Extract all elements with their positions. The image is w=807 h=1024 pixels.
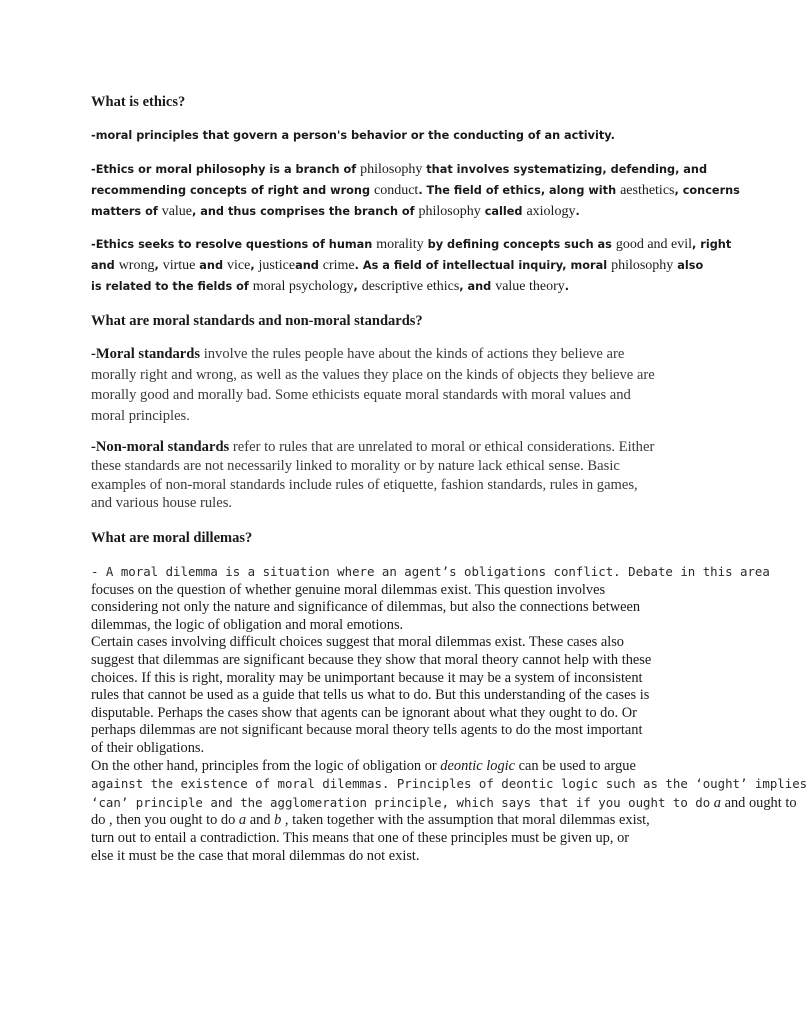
ethics-p2-line-2 [91, 180, 740, 201]
dilemmas-line-9: disputable. Perhaps the cases show that agents can be ignorant about what they ought to do. Or [91, 704, 637, 721]
ethics-p3-text: , [250, 259, 259, 272]
ethics-p2-text: recommending concepts of right and wrong [91, 184, 374, 197]
ethics-p2-text: called [480, 205, 527, 218]
ethics-p3-line-3 [91, 276, 691, 297]
ethics-p3-line-2 [91, 255, 704, 276]
ethics-p3-text: , right [692, 238, 732, 251]
ethics-paragraph-1 [91, 125, 691, 146]
ethics-p2-text: , and thus comprises the branch of [192, 205, 419, 218]
moral-standards-line-4: moral principles. [91, 407, 190, 424]
ethics-p3-link: justice [258, 258, 296, 273]
dilemmas-italic-term: b [274, 812, 282, 829]
non-moral-standards-paragraph [91, 438, 691, 513]
ethics-p3-link: value theory [495, 279, 565, 294]
moral-standards-paragraph [91, 344, 691, 426]
ethics-p3-link: descriptive ethics [361, 279, 460, 294]
moral-standards-line-1 [91, 344, 691, 365]
non-moral-standards-label: -Non-moral standards [91, 439, 230, 455]
dilemmas-line-15 [91, 812, 691, 830]
dilemmas-line-6: suggest that dilemmas are significant because they show that moral theory cannot help with these [91, 651, 652, 668]
dilemmas-line-11: of their obligations. [91, 739, 205, 756]
heading-moral-standards: What are moral standards and non-moral standards? [91, 313, 423, 329]
dilemmas-line-14 [91, 794, 797, 813]
dilemmas-text: On the other hand, principles from the logic of obligation or [91, 757, 441, 774]
dilemmas-text: , taken together with the assumption that moral dilemmas exist, [281, 812, 650, 829]
dilemmas-line-3: considering not only the nature and significance of dilemmas, but also the connections between [91, 599, 641, 616]
ethics-p2-link: conduct [374, 183, 419, 198]
ethics-p3-link: crime [322, 258, 355, 273]
ethics-p2-link: aesthetics [620, 183, 675, 198]
dilemmas-line-13 [91, 775, 807, 794]
ethics-p2-text: -Ethics or moral philosophy is a branch of [91, 163, 361, 176]
ethics-p3-link: virtue [162, 258, 196, 273]
dilemmas-text: and ought to [720, 794, 797, 811]
non-moral-standards-line-4: and various house rules. [91, 495, 233, 512]
dilemmas-italic-term: a [710, 794, 721, 811]
non-moral-standards-line-1 [91, 438, 691, 457]
ethics-p3-text: , [154, 259, 163, 272]
non-moral-standards-line-2: these standards are not necessarily linked to morality or by nature lack ethical sense. Basic [91, 457, 620, 474]
moral-dilemmas-paragraph [91, 563, 807, 865]
ethics-p2-line-1 [91, 159, 708, 180]
heading-moral-dilemmas: What are moral dillemas? [91, 530, 253, 546]
ethics-p3-link: vice [226, 258, 251, 273]
dilemmas-text: and [246, 812, 275, 829]
ethics-paragraph-2 [91, 159, 740, 222]
ethics-p2-link: philosophy [360, 162, 423, 177]
ethics-p3-text: -Ethics seeks to resolve questions of human [91, 238, 377, 251]
ethics-p3-text: , and [459, 280, 496, 293]
dilemmas-line-4: dilemmas, the logic of obligation and moral emotions. [91, 616, 404, 633]
dilemmas-line-16: turn out to entail a contradiction. This means that one of these principles must be given up, or [91, 829, 630, 846]
ethics-p3-text: . [564, 280, 570, 293]
ethics-p2-text: , concerns [674, 184, 740, 197]
ethics-p3-text: also [673, 259, 704, 272]
ethics-p3-link: morality [376, 237, 424, 252]
dilemmas-line-12 [91, 758, 691, 776]
ethics-p2-text: matters of [91, 205, 162, 218]
dilemmas-line-2: focuses on the question of whether genuine moral dilemmas exist. This question involves [91, 581, 606, 598]
ethics-p2-text: . [575, 205, 580, 218]
ethics-p3-text: and [195, 259, 227, 272]
ethics-p3-text: . As a field of intellectual inquiry, moral [354, 259, 612, 272]
ethics-p3-link: moral psychology [252, 279, 354, 294]
moral-standards-line-3: morally good and morally bad. Some ethicists equate moral standards with moral values and [91, 387, 631, 403]
ethics-p1-line: -moral principles that govern a person's behavior or the conducting of an activity. [91, 129, 615, 142]
ethics-p3-link: philosophy [611, 258, 674, 273]
dilemmas-line-5: Certain cases involving difficult choices suggest that moral dilemmas exist. These cases also [91, 634, 624, 651]
dilemmas-italic-term: a [238, 812, 247, 829]
dilemmas-line-10: perhaps dilemmas are not significant because moral theory tells agents to do the most important [91, 722, 643, 739]
dilemmas-text: do , then you ought to do [91, 812, 239, 829]
ethics-p2-link: value [161, 204, 193, 219]
dilemmas-text: Debate in this area [620, 564, 770, 579]
dilemmas-italic-term: deontic logic [440, 757, 516, 774]
moral-standards-label: -Moral standards [91, 346, 201, 362]
dilemmas-line-7: choices. If this is right, morality may be unimportant because it may be a system of inconsistent [91, 669, 643, 686]
dilemmas-text: - A moral dilemma is a situation where an agent’s obligations conflict. [91, 564, 621, 579]
ethics-p3-text: , [353, 280, 362, 293]
ethics-p3-line-1 [91, 234, 732, 255]
ethics-p3-text: and [91, 259, 119, 272]
ethics-p3-link: good and evil [615, 237, 693, 252]
ethics-p3-text: and [295, 259, 323, 272]
dilemmas-text: can be used to argue [515, 757, 636, 774]
ethics-p2-line-3 [91, 201, 691, 222]
dilemmas-line-1 [91, 563, 770, 582]
ethics-p2-link: philosophy [418, 204, 481, 219]
non-moral-standards-line-3: examples of non-moral standards include rules of etiquette, fashion standards, rules in games, [91, 476, 638, 493]
ethics-paragraph-3 [91, 234, 732, 297]
dilemmas-line-8: rules that cannot be used as a guide that tells us what to do. But this understanding of the cases is [91, 687, 650, 704]
ethics-p2-link: axiology [526, 204, 576, 219]
moral-standards-text: involve the rules people have about the kinds of actions they believe are [200, 346, 625, 362]
ethics-p3-link: wrong [118, 258, 155, 273]
heading-what-is-ethics: What is ethics? [91, 94, 186, 110]
dilemmas-text: against the existence of moral dilemmas. Principles of deontic logic such as the ‘ought’ implies [91, 776, 807, 792]
moral-standards-line-2: morally right and wrong, as well as the values they place on the kinds of objects they believe are [91, 366, 655, 383]
non-moral-standards-text: refer to rules that are unrelated to moral or ethical considerations. Either [229, 439, 655, 455]
ethics-p3-text: by defining concepts such as [423, 238, 616, 251]
ethics-p3-text: is related to the fields of [91, 280, 253, 293]
ethics-p2-text: . The field of ethics, along with [418, 184, 621, 197]
dilemmas-line-17: else it must be the case that moral dilemmas do not exist. [91, 847, 420, 864]
dilemmas-text: ‘can’ principle and the agglomeration principle, which says that if you ought to do [91, 794, 711, 810]
ethics-p2-text: that involves systematizing, defending, and [422, 163, 708, 176]
